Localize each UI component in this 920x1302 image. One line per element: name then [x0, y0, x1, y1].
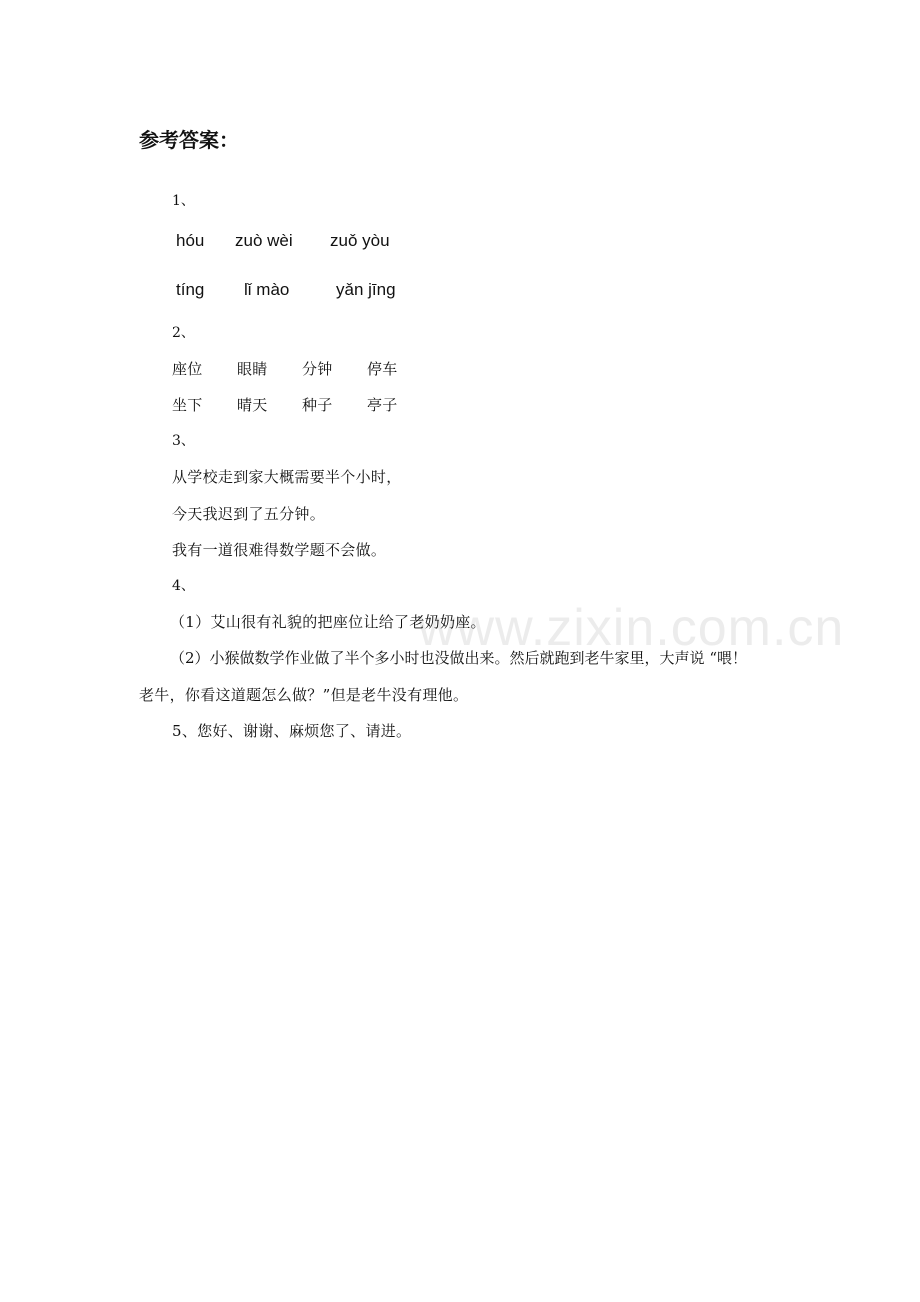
answer-item-2-line-2: 老牛，你看这道题怎么做？”但是老牛没有理他。	[139, 686, 469, 704]
word-tingzi: 亭子	[367, 396, 398, 414]
word-fenzhong: 分钟	[302, 360, 333, 378]
pinyin-zuoyou: zuǒ yòu	[330, 231, 390, 250]
word-yanjing: 眼睛	[237, 360, 268, 378]
q4-label: 4、	[172, 578, 195, 594]
word-zuoxia: 坐下	[172, 396, 203, 414]
pinyin-limao: lǐ mào	[244, 280, 290, 299]
pinyin-ting: tíng	[176, 280, 205, 299]
sentence-line: 我有一道很难得数学题不会做。	[172, 541, 387, 559]
q2-label: 2、	[172, 325, 195, 341]
sentence-line: 今天我迟到了五分钟。	[172, 505, 326, 523]
answer-item-1: （1）艾山很有礼貌的把座位让给了老奶奶座。	[170, 613, 486, 631]
pinyin-yanjing: yǎn jīng	[336, 280, 396, 299]
word-qingtian: 晴天	[237, 396, 268, 414]
q1-label: 1、	[172, 193, 195, 209]
page-title: 参考答案：	[139, 128, 239, 152]
word-zhongzi: 种子	[302, 396, 333, 414]
answer-item-2-line-1: （2）小猴做数学作业做了半个多小时也没做出来。然后就跑到老牛家里，大声说 “喂！	[170, 649, 747, 667]
q5-answer: 5、您好、谢谢、麻烦您了、请进。	[172, 722, 412, 740]
sentence-line: 从学校走到家大概需要半个小时，	[172, 468, 402, 486]
q3-label: 3、	[172, 433, 195, 449]
pinyin-hou: hóu	[176, 231, 205, 250]
word-zuowei: 座位	[172, 360, 203, 378]
watermark: www.zixin.com.cn	[418, 599, 845, 657]
word-tingche: 停车	[367, 360, 398, 378]
pinyin-zuowei: zuò wèi	[235, 231, 293, 250]
